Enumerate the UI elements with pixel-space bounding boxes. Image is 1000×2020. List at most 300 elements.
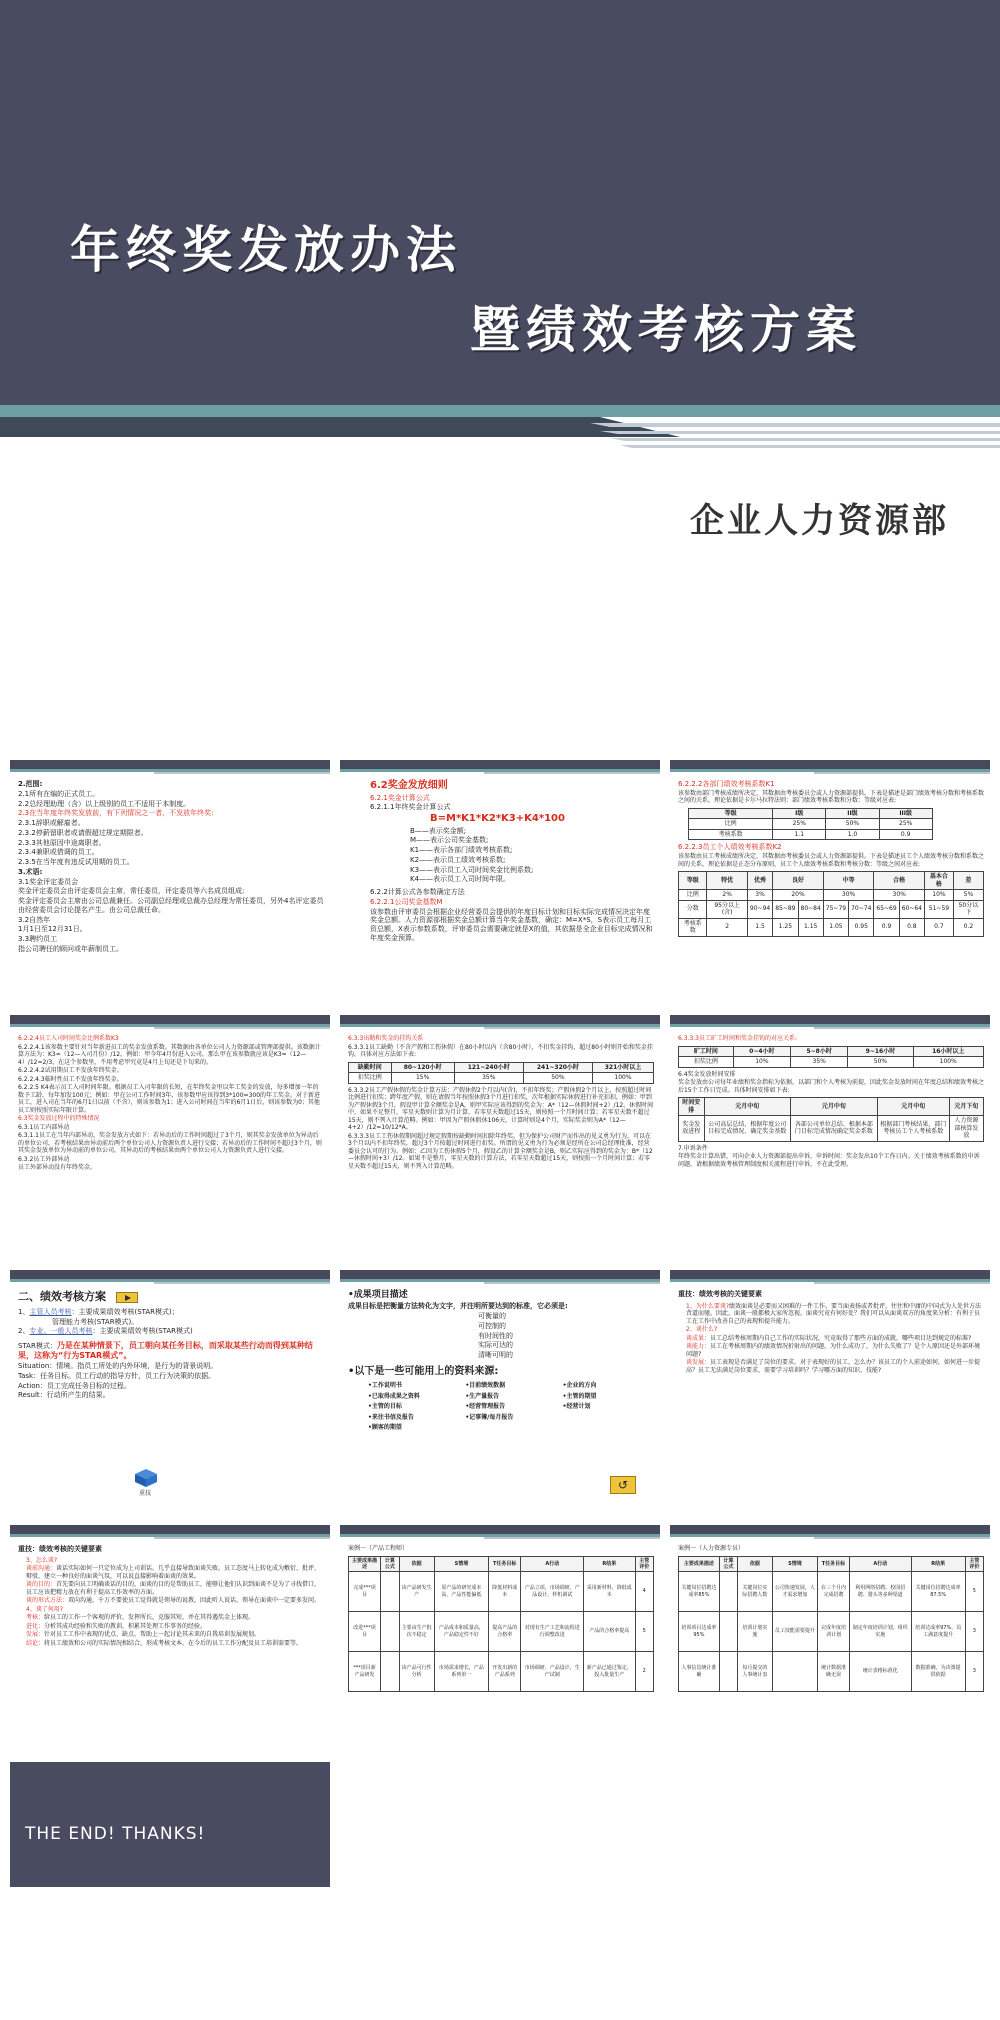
point-body: 员工总结考核周期内自己工作的实际状况，究竟取得了那些方面的成就，哪些项目达到规定的标准? [710, 1334, 972, 1342]
line-highlight: 专业、一般人员考核 [29, 1327, 93, 1336]
paragraph: 该参数由员工考核成绩所决定，其数据由考核委员会或人力资源部提供。下表是描述员工个人绩效考核分数和系数之间的关系，理论依据是正态分布原则，员工个人绩效考核系数和考核分数：等级之间对应表: [678, 853, 985, 868]
line-text: ：主要成果绩效考核(STAR模式) [92, 1327, 193, 1336]
table-cell: 培训项目达成率95% [679, 1612, 720, 1652]
table-cell: 利用网络招聘、校园招聘、猎头等多种渠道 [849, 1572, 911, 1612]
point-heading: 1、为什么要谈? [686, 1302, 730, 1310]
table-cell: 对现有生产工艺和流程进行调整改进 [521, 1612, 584, 1652]
interview-points [26, 1557, 324, 1648]
table-cell: 60~64 [899, 900, 924, 918]
interview-point [26, 1581, 324, 1596]
table-cell: 1.15 [798, 918, 823, 936]
slide-body [18, 780, 324, 996]
table-header-row [679, 1046, 984, 1057]
table-cell: 51~59 [924, 900, 953, 918]
table-cell: 统计表格标准化 [849, 1652, 911, 1692]
table-header-cell: 优秀 [747, 872, 772, 890]
table-header-cell: 主管评价 [965, 1556, 983, 1572]
table-cell: 扣奖比例 [679, 1057, 734, 1068]
return-arrow-icon[interactable]: ↺ [610, 1476, 636, 1494]
table-header-row [349, 1062, 654, 1073]
table-cell [381, 1652, 399, 1692]
slide-body [678, 1545, 984, 1761]
slide-header-band [10, 1525, 330, 1541]
table-cell: 主要由生产批次不稳定 [399, 1612, 434, 1652]
interview-point [26, 1623, 324, 1631]
table-cell [719, 1612, 737, 1652]
table-cell: 3 [965, 1612, 983, 1652]
slide-title: 重技：绩效考核的关键要素 [18, 1545, 102, 1553]
table-cell: 20% [773, 890, 824, 901]
slide-header-band [670, 760, 990, 776]
table-row [679, 918, 984, 936]
subsection-heading: 6.2.2.1公司奖金基数M [370, 897, 443, 906]
slide-header-band [670, 1270, 990, 1286]
interview-point [686, 1303, 984, 1326]
text-line: 2.3在当年度年终奖发放前，有下列情况之一者，不发放年终奖: [18, 809, 214, 818]
table-header-cell: 241~320小时 [523, 1062, 592, 1073]
table-cell: 数据准确，为决策提供依据 [911, 1652, 965, 1692]
table-cell: 市场调研，产品设计，生产试制 [521, 1652, 584, 1692]
text-line: 3.3聘约员工 [18, 935, 58, 943]
table-cell: 比例 [679, 890, 707, 901]
table-cell: 80~84 [798, 900, 823, 918]
text-line: 2.2总经理助理（含）以上级别的员工不适用于本制度。 [18, 799, 191, 808]
point-heading: 谈能力： [686, 1343, 711, 1351]
table-row [349, 1572, 654, 1612]
line-highlight: 主管人员考核 [29, 1307, 72, 1316]
definition-line: B——表示奖金额; [410, 826, 467, 835]
point-heading: 谈的形式方法： [26, 1597, 69, 1605]
table-cell [381, 1572, 399, 1612]
point-heading: 谈成果： [686, 1334, 711, 1342]
slide-body [348, 1545, 654, 1761]
section-heading: 6.3.3出勤和奖金的挂钩关系 [348, 1035, 424, 1042]
text-line: 2.3.1辞职或解雇者。 [18, 819, 85, 827]
assessment-line [18, 1327, 324, 1336]
definition-line: K1——表示各部门绩效考核系数; [410, 846, 513, 854]
point-body: 给员工的工作一个客观的评价，发挥所长，克服其短，并在其得遇奖金上体现。 [44, 1614, 255, 1622]
table-header-cell: T任务目标 [818, 1556, 850, 1572]
source-item: •已取得成果之资料 [368, 1392, 420, 1400]
table-cell: 90~94 [747, 900, 772, 918]
table-cell: 产品成本和质量高，产品稳定性不好 [434, 1612, 488, 1652]
table-cell: 采用新材料，降低成本 [584, 1572, 635, 1612]
table-header-cell: 缺勤时间 [349, 1062, 392, 1073]
table-header-cell: 时间安排 [679, 1098, 705, 1116]
slide-case-engineer [340, 1525, 660, 1765]
table-header-cell: T任务目标 [489, 1556, 521, 1572]
text-line: 奖金评定委员会主席由公司总裁兼任。公司副总经理或总裁办总经理为常任委员，另外4名评定委员由经营委员会讨论提名产生。由公司总裁任命。 [18, 897, 324, 914]
text-line: 奖金评定委员会由评定委员会主席，常任委员，评定委员等六名成员组成: [18, 887, 245, 896]
table-header-cell: 主要成果描述 [349, 1556, 381, 1572]
definition-line: K3——表示员工入司时间奖金比例系数; [410, 865, 534, 874]
line-prefix: 2、 [18, 1327, 30, 1336]
text-line: 2.3.2停薪留职者或请假超过规定期限者。 [18, 828, 148, 837]
cover-stripe-decoration [0, 395, 1000, 465]
table-cell: 25% [879, 819, 932, 830]
point-heading: 3、怎么谈? [26, 1556, 58, 1564]
point-heading: 2、谈什么? [686, 1326, 718, 1334]
table-header-cell: 依据 [399, 1556, 434, 1572]
criterion: 可控制的 [478, 1321, 506, 1330]
table-row [679, 1116, 984, 1142]
table-header-cell: S情境 [434, 1556, 488, 1572]
paragraph: 6.3.3.3员工工伤休假期间超过规定假期按缺勤时间扣除年终奖。但为保护公司财产而作出的见义勇为行为，可以在3个月以内不扣年终奖，超过3个月按超过时间进行扣奖。所谓的见义勇为行为必须是经所在公司总经理批准，经营委员会认可的行为。例如：乙因为工伤休假5个月，假设乙的计算全额奖金是B，则乙实际应得到的奖金为：B*（12—休假时间+3）/12。如果不是整月，零星天数的计算方法，若零星天数超过15天，则按照一个月时间计算；若零星天数不超过15天，则不列入计算范畴。 [348, 1132, 653, 1170]
section-heading: 6.2.1奖金计算公式 [370, 793, 430, 802]
interview-points [686, 1303, 984, 1375]
table-cell: 完成年度培训计划 [818, 1612, 850, 1652]
slide-header-band [670, 1015, 990, 1031]
criterion: 实际可达的 [478, 1341, 513, 1350]
table-cell: 关键岗位实际招聘人数 [738, 1572, 773, 1612]
absence-deduction-table [348, 1062, 654, 1084]
criteria-list [478, 1312, 654, 1360]
point-body: 针对员工工作中表现的优点、缺点，帮助上一起讨论其未来的自我培训发展规划。 [44, 1631, 261, 1639]
table-cell: 2 [635, 1652, 653, 1692]
text-line: 3.2自然年 [18, 915, 51, 924]
source-item: •工作说明书 [368, 1382, 402, 1390]
end-text: THE END! THANKS! [25, 1824, 206, 1844]
table-header-cell: 中等 [823, 872, 874, 890]
source-item: •顾客的期望 [368, 1424, 402, 1432]
star-item: Task：任务目标。员工行动的指导方针，员工行为决策的依据。 [18, 1371, 216, 1380]
point-body: 员工在考核周期内的绩效情况折射出的问题，为什么成功了，为什么失败了？是个人原因还是外部环境问题? [686, 1343, 981, 1358]
text-line: 2.3.4兼职或借调的员工。 [18, 848, 99, 857]
interview-point [26, 1614, 324, 1622]
interview-point [686, 1326, 984, 1334]
table-row [689, 819, 933, 830]
table-cell: 员工技能需要提升 [772, 1612, 817, 1652]
criterion: 有时间性的 [478, 1331, 513, 1340]
source-item: •目前绩效数据 [465, 1382, 506, 1390]
table-header-cell: II级 [826, 808, 879, 819]
truancy-deduction-table [678, 1046, 984, 1068]
slide-case-hr [670, 1525, 990, 1765]
table-row [679, 1057, 984, 1068]
table-cell: 该产品可行性分析 [399, 1652, 434, 1692]
slide-header-band [670, 1525, 990, 1541]
table-cell: 提高产品的合格率 [489, 1612, 521, 1652]
table-cell: 0.7 [924, 918, 953, 936]
star-item: Result：行动所产生的结果。 [18, 1391, 110, 1400]
slide-title: 二、绩效考核方案 [18, 1290, 106, 1303]
slide-outcome-description [340, 1270, 660, 1510]
source-item: •记事簿/每月报告 [465, 1413, 514, 1421]
table-header-row [689, 808, 933, 819]
slide-body [370, 780, 654, 996]
table-cell: 3% [747, 890, 772, 901]
interview-point [26, 1557, 324, 1565]
point-heading: 谈发展： [686, 1359, 711, 1367]
slide-header-band [340, 760, 660, 776]
paragraph: 该参数由部门考核成绩所决定，其数据由考核委员会或人力资源部提供。下表是描述是部门绩效考核分数和考核系数之间的关系，理论依据是卡尔马拉特法则：部门绩效考核系数和分数：等级对应表: [678, 789, 985, 805]
source-item [563, 1414, 654, 1422]
slide-scope-terms [10, 760, 330, 1000]
point-heading: 谈前沟通： [26, 1565, 57, 1573]
paragraph: 6.3.3.1员工缺勤（不含产假和工伤休假）在80小时以内（含80小时），不扣奖金挂钩，超过80小时则开始和奖金挂钩，具体对应方法如下表: [348, 1043, 653, 1058]
star-label: STAR模式： [18, 1342, 57, 1350]
table-cell: 培训计划实施 [738, 1612, 773, 1652]
employee-coefficient-table [678, 871, 984, 937]
table-cell: 公司高层总结、根据年度公司目标完成情况、确定奖金基数 [704, 1116, 791, 1142]
table-cell: 公司快速发展，人才需求增加 [772, 1572, 817, 1612]
table-cell: 比例 [689, 819, 773, 830]
point-heading: 谈的目的： [26, 1581, 57, 1589]
interview-point [686, 1343, 984, 1358]
text-line: 员工外部异动没有年终奖金。 [18, 1164, 97, 1171]
assessment-line [18, 1308, 324, 1317]
text-line: 6.2.2.4.1该参数主要针对当年新进员工的奖金发放系数。其数据由各单位公司人力资源部或管理部提供。该数据计算方法为：K3=（12—入司月份）/12。例如：甲今年4月份进入公司，那么甲在该参数就应该是K3=（12—4）/12=2/3，在这个参数里，不用考虑甲究竟是4月上旬还是下旬来的。 [18, 1043, 321, 1066]
star-definition: 乃是在某种情景下，员工朝向某任务目标，而采取某些行动而得到某种结果，这称为“行为STAR模式”。 [18, 1341, 313, 1360]
department-coefficient-table [688, 808, 933, 841]
line-text: ：主要成果绩效考核(STAR模式)； [71, 1307, 179, 1316]
cover-title-line1: 年终奖发放办法 [70, 220, 462, 279]
table-cell: 完成***项目 [349, 1572, 381, 1612]
source-item: •主管的期望 [562, 1392, 597, 1400]
text-line: 6.2.2.4.2试用期员工不发放年终奖金。 [18, 1067, 123, 1074]
table-cell: 关键岗位招聘达成率87.5% [911, 1572, 965, 1612]
table-cell: 5% [953, 890, 983, 901]
table-header-cell: 基本合格 [924, 872, 953, 890]
point-heading: 发展： [26, 1631, 45, 1639]
table-cell: 开发出新的产品系列 [489, 1652, 521, 1692]
formula: B=M*K1*K2*K3+K4*100 [430, 813, 565, 824]
source-item: •来往书信及报告 [368, 1413, 414, 1421]
table-header-cell: 主管评价 [635, 1556, 653, 1572]
table-header-cell: 计算公式 [381, 1556, 399, 1572]
table-header-cell: 元月下旬 [949, 1098, 983, 1116]
table-row [679, 1572, 984, 1612]
line-prefix: 1、 [18, 1307, 30, 1316]
table-header-cell: 9~16小时 [848, 1046, 913, 1057]
section-heading: 6.2.2.2各部门绩效考核系数K1 [678, 780, 775, 788]
point-body: 谈话实际如何一只定位成为上司训话。几乎直接导致面谈失败。员工态度马上转化成为敷衍、批评、辩驳、建立一种良好的面谈气氛，可以说直接影响着面谈的效果。 [26, 1565, 321, 1580]
table-cell: 新产品已通过鉴定，投入批量生产 [584, 1652, 635, 1692]
table-cell [719, 1572, 737, 1612]
table-cell: 5 [965, 1572, 983, 1612]
table-cell: 1.05 [823, 918, 848, 936]
table-cell: 65~69 [874, 900, 899, 918]
section-heading: 6.4奖金发放时间安排 [678, 1070, 736, 1078]
star-items [18, 1362, 324, 1400]
table-row [679, 900, 984, 918]
paragraph: 6.3.3.2员工产假休假的奖金计算方法：产假休假2个月以内(含)，不扣年终奖；产假休假2个月以上，按照超过时间比例进行扣奖；跨年度产假，则在请假当年按照休假3个月进行扣奖，次年根据实际休假进行补充扣扣，例如：甲到为产假休假3个月，假设甲计算全额奖金是A，则甲实际应该得到的奖金为：A*（12—休假时间+2）/12。休假时间中，如果不足整月，零星天数则计算为月计算，若零星天数超过15天，则按照一个月时间计算；若零星天数不超过15天，则不列入计算范畴。例如：甲因为产假休假休106天，计算时则是4个月，实际奖金则为A*（12—4+2）/12=10/12*A。 [348, 1086, 654, 1131]
slide-tenure-coefficient [10, 1015, 330, 1255]
assessment-line [52, 1318, 324, 1327]
formula-definitions [410, 827, 654, 885]
intro-text: 成果目标是把衡量方法转化为文字，并注明所要达到的标准，它必须是: [348, 1302, 568, 1311]
source-item: •企业的方向 [562, 1382, 597, 1390]
table-header-cell: 元月中旬 [877, 1098, 949, 1116]
table-cell: 10% [733, 1057, 790, 1068]
table-cell: 50% [848, 1057, 913, 1068]
definition-line: K4——表示员工入司时间年限。 [410, 875, 511, 884]
slide-body [678, 780, 984, 996]
table-cell: 该产品研发生产 [399, 1572, 434, 1612]
slide-header-band [340, 1015, 660, 1031]
table-cell: 2 [707, 918, 747, 936]
slide-attendance [340, 1015, 660, 1255]
point-body: 双向沟通，千万不要使员工觉得就是领导的说教，因此听人说话，领导在面谈中一定要多发问。 [68, 1597, 321, 1605]
slide-header-band [10, 1270, 330, 1286]
slide-header-band [340, 1525, 660, 1541]
table-cell: 15% [391, 1073, 454, 1084]
paragraph: 年终奖金计算出错，可向企业人力资源部提出申诉，申诉时间：奖金发出10个工作日内。关于绩效考核系数的申诉问题，请根据绩效考核管理制度相关流程进行申诉，不在此受理。 [678, 1153, 980, 1168]
point-heading: 结论： [26, 1639, 45, 1647]
point-body: 将员工绩效和公司的实际情况相结合，形成考核文本，在今后的员工工作分配及员工培训需要等。 [44, 1639, 303, 1647]
table-header-cell: I级 [773, 808, 826, 819]
table-header-cell: 旷工时间 [679, 1046, 734, 1057]
table-cell: 各部公司单位总结、根据本部门目标完成情况确定奖金系数 [791, 1116, 878, 1142]
slide-title: •成果项目描述 [348, 1290, 408, 1300]
table-header-row [679, 1556, 984, 1572]
section-heading: 6.2.2计算公式各参数确定方法 [370, 888, 465, 896]
slide-interview-keys-1 [670, 1270, 990, 1510]
table-cell: 35% [454, 1073, 523, 1084]
point-body: 首先要向员工明确谈话的目的，面谈的目的是帮助员工，能够让他们认识到面谈不是为了寻找借口，员工应该把精力放在有利于提高工作效率的方面。 [26, 1581, 321, 1596]
interview-point [26, 1606, 324, 1614]
text-line: 2.3.5在当年度有违反试用期的员工。 [18, 858, 134, 866]
definition-line: K2——表示员工绩效考核系数; [410, 855, 506, 864]
text-line: 指公司聘任的顾问或年薪制员工。 [18, 944, 123, 953]
interview-point [686, 1335, 984, 1343]
source-item: •经营计划 [562, 1403, 591, 1411]
point-body: 分析其成功经验和失败的教训，积累其处理工作事务的经验。 [44, 1622, 207, 1630]
point-heading: 进化： [26, 1622, 45, 1630]
table-row [349, 1073, 654, 1084]
table-header-cell: 特优 [707, 872, 747, 890]
slide-body [18, 1290, 324, 1506]
table-header-cell: 主要成果描述 [679, 1556, 720, 1572]
table-cell [381, 1612, 399, 1652]
table-cell: 统计数据准确无误 [818, 1652, 850, 1692]
subsection-heading: 6.2.1.1年终奖金计算公式 [370, 803, 451, 812]
interview-point [686, 1359, 984, 1374]
text-line: 2.1所有在编的正式员工。 [18, 789, 100, 798]
slide-body [348, 1290, 654, 1506]
table-cell: 100% [913, 1057, 983, 1068]
slide-performance-plan [10, 1270, 330, 1510]
text-line: 6.3.1员工内部异动 [18, 1123, 70, 1131]
interview-point [26, 1597, 324, 1605]
table-cell: 85~89 [773, 900, 798, 918]
table-cell: 1.0 [826, 829, 879, 840]
slide-body [678, 1035, 984, 1251]
table-cell: 35% [791, 1057, 848, 1068]
table-header-cell: 合格 [874, 872, 925, 890]
table-cell [772, 1652, 817, 1692]
table-header-cell: 16小时以上 [913, 1046, 983, 1057]
table-header-row [349, 1556, 654, 1572]
definition-line: M——表示公司奖金基数; [410, 836, 489, 845]
slide-payout-schedule [670, 1015, 990, 1255]
table-header-cell: 依据 [738, 1556, 773, 1572]
table-cell: 每月提交的人事统计表 [738, 1652, 773, 1692]
table-cell: 1.25 [773, 918, 798, 936]
table-header-cell: A行动 [521, 1556, 584, 1572]
table-cell: 改进***项目 [349, 1612, 381, 1652]
table-row [679, 1612, 984, 1652]
table-header-cell: 80~120小时 [391, 1062, 454, 1073]
table-cell: 25% [773, 819, 826, 830]
payout-timeline-table [678, 1097, 984, 1142]
table-cell: 1.5 [747, 918, 772, 936]
text-line: 2.范围: [18, 780, 43, 788]
source-item: •经营管理报告 [465, 1403, 506, 1411]
table-header-cell: 5~8小时 [791, 1046, 848, 1057]
table-cell: 0.9 [874, 918, 899, 936]
table-cell: ***项目新产品研发 [349, 1652, 381, 1692]
slide-body [18, 1545, 324, 1647]
table-cell: 产品立项，市场调研，产品设计，样机调试 [521, 1572, 584, 1612]
play-arrow-icon [116, 1292, 138, 1303]
table-row [679, 890, 984, 901]
table-cell: 原产品的研究成本高，产品性能偏低 [434, 1572, 488, 1612]
table-row [679, 1652, 984, 1692]
section-heading: 7.申诉条件 [678, 1144, 708, 1152]
table-cell: 2% [707, 890, 747, 901]
table-cell: 关键岗位招聘达成率85% [679, 1572, 720, 1612]
table-cell [719, 1652, 737, 1692]
text-line: 6.3.2员工外部异动 [18, 1155, 70, 1163]
interview-point [26, 1631, 324, 1639]
table-row [689, 829, 933, 840]
line-text: 管理能力考核(STAR模式)。 [52, 1317, 139, 1326]
table-cell: 产品的合格率提高 [584, 1612, 635, 1652]
table-cell: 0.8 [899, 918, 924, 936]
next-label: 重技 [139, 1490, 152, 1497]
table-cell: 50分以下 [953, 900, 983, 918]
table-cell: 5 [635, 1612, 653, 1652]
table-cell: 考核系数 [689, 829, 773, 840]
text-line: 1月1日至12月31日。 [18, 925, 87, 934]
table-row [349, 1652, 654, 1692]
criterion: 清晰可明的 [478, 1351, 513, 1359]
table-cell: 95分以上(含) [707, 900, 747, 918]
paragraph: 该参数由评审委员会根据企业经营委员会提供的年度目标计划和目标实际完成情况决定年度奖金总额。人力资源部根据奖金总额计算当年奖金基数，确定：M=X*S，S表示员工每月工资总额，X表示参数系数，评审委员会需要确定就是X的值，其依据是全企业目标完成情况和年度奖金预算。 [370, 907, 653, 942]
table-header-cell: 计算公式 [719, 1556, 737, 1572]
cover-title-line2: 暨绩效考核方案 [470, 300, 862, 359]
section-heading: 6.3.3.3员工旷工时间和奖金挂钩的对应关系: [678, 1035, 798, 1042]
slide-body [18, 1035, 324, 1251]
slide-body [348, 1035, 654, 1251]
interview-point [26, 1565, 324, 1580]
table-header-cell: 元月中旬 [791, 1098, 878, 1116]
table-header-cell: S情境 [772, 1556, 817, 1572]
next-cube-icon[interactable] [133, 1468, 159, 1488]
table-cell: 制定年度培训计划，组织实施 [849, 1612, 911, 1652]
table-cell: 0.2 [953, 918, 983, 936]
point-body: 员工表现是否满足了岗位的要求，对于表现好的员工，怎么办？该员工的个人前途如何，如何进一步提高？员工无法满足岗位要求，需要学习培训吗？学习哪方面的知识、技能? [686, 1359, 981, 1374]
table-cell: 降低材料成本 [489, 1572, 521, 1612]
assessment-types [18, 1308, 324, 1336]
section-heading: 6.2.2.3员工个人绩效考核系数K2 [678, 843, 782, 852]
table-cell: 50% [523, 1073, 592, 1084]
table-cell: 100% [592, 1073, 653, 1084]
table-header-cell: 等级 [689, 808, 773, 819]
criterion: 可衡量的 [478, 1312, 506, 1320]
table-cell: 3 [965, 1652, 983, 1692]
point-heading: 4、谈了何用? [26, 1605, 64, 1613]
slide-header-band [10, 760, 330, 776]
table-cell: 75~79 [823, 900, 848, 918]
case-table [678, 1556, 984, 1693]
table-cell: 人力资源部核算发放 [949, 1116, 983, 1142]
case-caption: 案例一（人力资源专员） [678, 1545, 745, 1552]
table-cell: 50% [826, 819, 879, 830]
table-header-cell: 321小时以上 [592, 1062, 653, 1073]
slide-coefficients [670, 760, 990, 1000]
